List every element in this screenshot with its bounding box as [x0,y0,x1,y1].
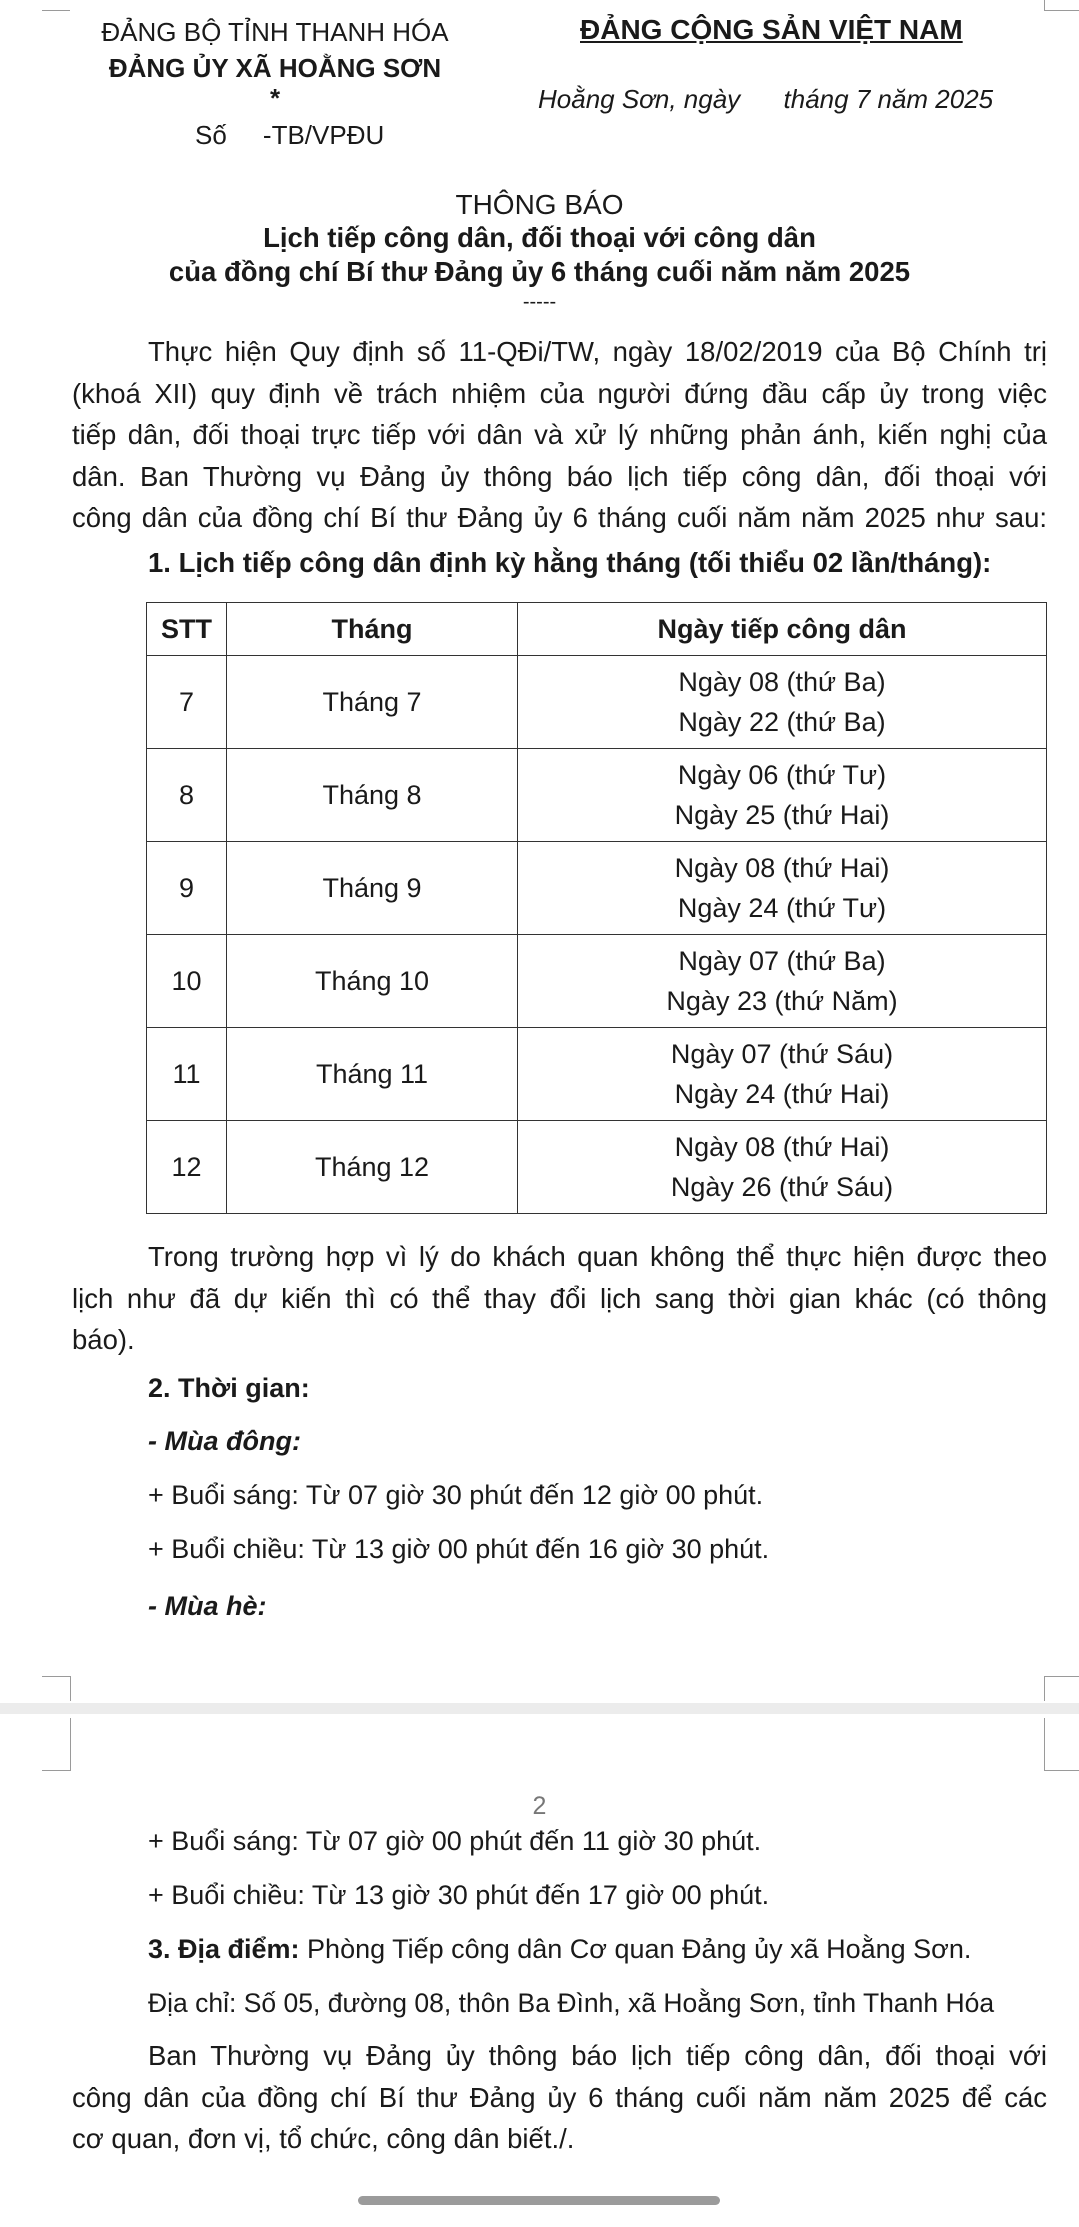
schedule-table [146,602,1047,1214]
row-stt: 10 [147,935,227,1028]
intro-line: tiếp dân, đối thoại trực tiếp với dân và xử lý những phản ánh, kiến nghị của [72,419,1047,450]
row-stt: 12 [147,1121,227,1214]
row-date-1: Ngày 07 (thứ Ba) [678,946,886,976]
row-dates [518,1028,1047,1121]
scroll-indicator[interactable] [358,2196,720,2205]
closing-paragraph [72,2035,1047,2160]
place-and-date: Hoằng Sơn, ngày tháng 7 năm 2025 [538,84,994,114]
row-month: Tháng 8 [227,749,518,842]
row-month: Tháng 11 [227,1028,518,1121]
note-line: Trong trường hợp vì lý do khách quan không thể thực hiện được theo [148,1241,1047,1272]
table-row [147,1028,1047,1121]
row-month: Tháng 7 [227,656,518,749]
row-date-2: Ngày 25 (thứ Hai) [674,800,890,830]
row-stt: 8 [147,749,227,842]
section3-location [148,1931,971,1967]
row-date-2: Ngày 24 (thứ Hai) [674,1079,890,1109]
party-committee-province: ĐẢNG BỘ TỈNH THANH HÓA [101,17,449,47]
summer-afternoon-hours: + Buổi chiều: Từ 13 giờ 30 phút đến 17 giờ 00 phút. [148,1880,770,1910]
row-stt: 11 [147,1028,227,1121]
table-header-row [147,603,1047,656]
section2-heading: 2. Thời gian: [148,1373,310,1403]
row-stt: 9 [147,842,227,935]
column-header-stt: STT [147,603,227,656]
table-row [147,656,1047,749]
crop-mark-top-right [1044,0,1079,11]
intro-line: Thực hiện Quy định số 11-QĐi/TW, ngày 18/02/2019 của Bộ Chính trị [148,336,1047,367]
section1-heading: 1. Lịch tiếp công dân định kỳ hằng tháng (tối thiểu 02 lần/tháng): [148,547,992,578]
column-header-month: Tháng [227,603,518,656]
crop-mark-top-left [42,0,70,11]
intro-paragraph [72,331,1047,539]
winter-morning-hours: + Buổi sáng: Từ 07 giờ 30 phút đến 12 giờ 00 phút. [148,1480,764,1510]
crop-mark-page2-top-right [1044,1718,1079,1771]
closing-line: Ban Thường vụ Đảng ủy thông báo lịch tiếp công dân, đối thoại với [148,2040,1047,2071]
row-date-2: Ngày 26 (thứ Sáu) [670,1172,894,1202]
row-month: Tháng 9 [227,842,518,935]
row-dates [518,842,1047,935]
address-line: Địa chỉ: Số 05, đường 08, thôn Ba Đình, xã Hoằng Sơn, tỉnh Thanh Hóa [148,1988,995,2018]
table-row [147,749,1047,842]
summer-label: - Mùa hè: [148,1591,267,1621]
row-stt: 7 [147,656,227,749]
row-date-1: Ngày 08 (thứ Hai) [674,1132,890,1162]
row-date-2: Ngày 24 (thứ Tư) [677,893,887,923]
party-name: ĐẢNG CỘNG SẢN VIỆT NAM [580,14,963,45]
row-month: Tháng 12 [227,1121,518,1214]
closing-line: công dân của đồng chí Bí thư Đảng ủy 6 tháng cuối năm năm 2025 để các [72,2081,1047,2113]
notice-heading: THÔNG BÁO [455,189,624,220]
notice-subtitle-line2: của đồng chí Bí thư Đảng ủy 6 tháng cuối năm năm 2025 [168,256,911,287]
page-break-gap [0,1703,1079,1714]
note-line: lịch như đã dự kiến thì có thể thay đổi lịch sang thời gian khác (có thông [72,1282,1047,1314]
closing-line: cơ quan, đơn vị, tổ chức, công dân biết./. [72,2123,575,2154]
row-dates [518,935,1047,1028]
location-text: Phòng Tiếp công dân Cơ quan Đảng ủy xã Hoằng Sơn. [299,1934,972,1964]
title-separator: ----- [522,291,557,313]
row-date-1: Ngày 08 (thứ Ba) [678,667,886,697]
document-number: Số -TB/VPĐU [195,120,385,150]
intro-line: công dân của đồng chí Bí thư Đảng ủy 6 tháng cuối năm năm 2025 như sau: [72,502,1047,533]
row-date-2: Ngày 22 (thứ Ba) [678,707,886,737]
summer-morning-hours: + Buổi sáng: Từ 07 giờ 00 phút đến 11 giờ 30 phút. [148,1826,762,1856]
notice-subtitle-line1: Lịch tiếp công dân, đối thoại với công dân [263,222,816,253]
header-star: * [269,83,281,113]
party-committee-commune: ĐẢNG ỦY XÃ HOẰNG SƠN [108,53,442,83]
row-dates [518,749,1047,842]
intro-line: (khoá XII) quy định về trách nhiệm của người đứng đầu cấp ủy trong việc [72,377,1047,409]
note-line: báo). [72,1324,135,1355]
row-month: Tháng 10 [227,935,518,1028]
winter-afternoon-hours: + Buổi chiều: Từ 13 giờ 00 phút đến 16 giờ 30 phút. [148,1534,770,1564]
section3-heading: 3. Địa điểm: [148,1934,300,1964]
row-date-2: Ngày 23 (thứ Năm) [666,986,898,1016]
crop-mark-page1-bottom-left [42,1676,71,1701]
winter-label: - Mùa đông: [148,1426,301,1456]
table-row [147,1121,1047,1214]
intro-line: dân. Ban Thường vụ Đảng ủy thông báo lịch tiếp công dân, đối thoại với [72,460,1047,492]
note-paragraph [72,1236,1047,1361]
row-date-1: Ngày 08 (thứ Hai) [674,853,890,883]
table-row [147,842,1047,935]
page-number: 2 [532,1792,547,1820]
table-row [147,935,1047,1028]
column-header-date: Ngày tiếp công dân [518,603,1047,656]
crop-mark-page1-bottom-right [1044,1676,1079,1701]
row-date-1: Ngày 06 (thứ Tư) [677,760,887,790]
row-date-1: Ngày 07 (thứ Sáu) [670,1039,894,1069]
crop-mark-page2-top-left [42,1718,71,1771]
row-dates [518,1121,1047,1214]
row-dates [518,656,1047,749]
